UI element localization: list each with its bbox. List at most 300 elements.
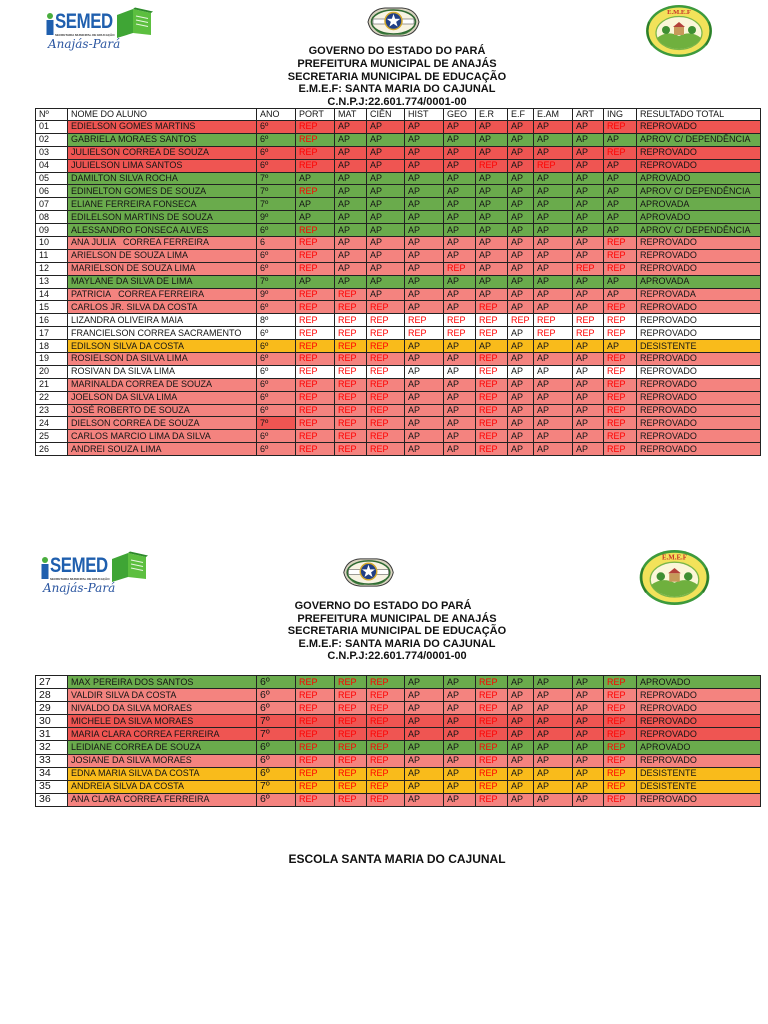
grade-port: REP	[296, 391, 335, 404]
grade-hist: AP	[405, 430, 444, 443]
result-total: REPROVADO	[637, 249, 761, 262]
grade-ef: AP	[508, 689, 534, 702]
grade-geo: AP	[444, 159, 476, 172]
grade-geo: AP	[444, 430, 476, 443]
state-seal-icon	[340, 556, 397, 589]
grade-ef: AP	[508, 378, 534, 391]
grade-mat: REP	[335, 417, 367, 430]
grade-ef: AP	[508, 133, 534, 146]
grade-ing: REP	[604, 754, 637, 767]
grade-hist: AP	[405, 676, 444, 689]
result-total: REPROVADO	[637, 146, 761, 159]
student-name: MARIA CLARA CORREA FERREIRA	[68, 728, 257, 741]
page-header	[197, 45, 597, 109]
student-year: 9º	[257, 288, 296, 301]
grade-eam: AP	[534, 340, 573, 353]
result-total: REPROVADO	[637, 793, 761, 806]
grade-port: REP	[296, 185, 335, 198]
grade-cien: REP	[367, 365, 405, 378]
student-name: ALESSANDRO FONSECA ALVES	[68, 224, 257, 237]
badge-lettering: E.M.E.F	[662, 554, 687, 562]
result-total: REPROVADO	[637, 391, 761, 404]
grade-hist: AP	[405, 391, 444, 404]
grade-hist: AP	[405, 365, 444, 378]
grade-port: REP	[296, 249, 335, 262]
grade-art: AP	[573, 767, 604, 780]
grade-er: REP	[476, 365, 508, 378]
student-name: EDIELSON GOMES MARTINS	[68, 121, 257, 134]
grade-mat: AP	[335, 172, 367, 185]
student-number: 15	[36, 301, 68, 314]
grade-eam: AP	[534, 676, 573, 689]
grade-geo: REP	[444, 314, 476, 327]
grade-mat: REP	[335, 391, 367, 404]
grade-hist: REP	[405, 327, 444, 340]
grade-ef: AP	[508, 780, 534, 793]
grade-geo: AP	[444, 172, 476, 185]
grade-cien: AP	[367, 185, 405, 198]
grade-er: REP	[476, 676, 508, 689]
grade-geo: REP	[444, 327, 476, 340]
student-year: 6º	[257, 443, 296, 456]
result-total: REPROVADO	[637, 404, 761, 417]
grade-ing: REP	[604, 301, 637, 314]
column-header-art: ART	[573, 109, 604, 121]
student-number: 20	[36, 365, 68, 378]
student-name: EDILELSON MARTINS DE SOUZA	[68, 211, 257, 224]
grade-art: AP	[573, 159, 604, 172]
grade-hist: AP	[405, 301, 444, 314]
student-year: 7º	[257, 780, 296, 793]
table-row	[36, 301, 761, 314]
grade-art: AP	[573, 793, 604, 806]
grade-eam: AP	[534, 715, 573, 728]
student-name: LIZANDRA OLIVEIRA MAIA	[68, 314, 257, 327]
grade-er: AP	[476, 133, 508, 146]
student-year: 6º	[257, 378, 296, 391]
grade-eam: AP	[534, 185, 573, 198]
student-name: DAMILTON SILVA ROCHA	[68, 172, 257, 185]
grade-art: AP	[573, 430, 604, 443]
grade-cien: AP	[367, 275, 405, 288]
grade-ing: REP	[604, 689, 637, 702]
grade-ef: AP	[508, 262, 534, 275]
grade-mat: AP	[335, 146, 367, 159]
student-year: 6º	[257, 353, 296, 366]
student-year: 7º	[257, 172, 296, 185]
grade-er: AP	[476, 262, 508, 275]
grade-er: REP	[476, 702, 508, 715]
grade-ing: AP	[604, 185, 637, 198]
student-name: FRANCIELSON CORREA SACRAMENTO	[68, 327, 257, 340]
semed-wordmark: SEMED	[50, 554, 108, 577]
grade-geo: AP	[444, 365, 476, 378]
result-total: REPROVADO	[637, 314, 761, 327]
grade-port: REP	[296, 224, 335, 237]
table-row	[36, 262, 761, 275]
grade-port: REP	[296, 780, 335, 793]
grade-cien: REP	[367, 314, 405, 327]
grade-art: AP	[573, 715, 604, 728]
grade-art: AP	[573, 353, 604, 366]
student-year: 7º	[257, 185, 296, 198]
grade-hist: AP	[405, 702, 444, 715]
grade-er: REP	[476, 767, 508, 780]
result-total: DESISTENTE	[637, 340, 761, 353]
grade-ing: AP	[604, 133, 637, 146]
student-year: 6º	[257, 146, 296, 159]
grade-mat: AP	[335, 211, 367, 224]
table-row	[36, 443, 761, 456]
grade-geo: AP	[444, 301, 476, 314]
header-line-cnpj: C.N.P.J:22.601.774/0001-00	[327, 650, 467, 662]
student-name: PATRICIA CORREA FERREIRA	[68, 288, 257, 301]
grade-eam: AP	[534, 728, 573, 741]
student-number: 23	[36, 404, 68, 417]
grade-hist: AP	[405, 172, 444, 185]
semed-city-script: Anajás-Pará	[48, 37, 121, 51]
grade-art: REP	[573, 314, 604, 327]
table-row	[36, 224, 761, 237]
student-year: 7º	[257, 275, 296, 288]
result-total: REPROVADO	[637, 262, 761, 275]
grade-ef: AP	[508, 275, 534, 288]
grade-eam: AP	[534, 689, 573, 702]
grade-mat: REP	[335, 780, 367, 793]
grade-ing: REP	[604, 237, 637, 250]
grade-mat: AP	[335, 159, 367, 172]
student-name: NIVALDO DA SILVA MORAES	[68, 702, 257, 715]
grade-ef: AP	[508, 224, 534, 237]
grade-er: REP	[476, 159, 508, 172]
grade-er: REP	[476, 689, 508, 702]
student-year: 6º	[257, 249, 296, 262]
grade-cien: REP	[367, 378, 405, 391]
grade-ef: AP	[508, 728, 534, 741]
grade-ef: AP	[508, 404, 534, 417]
grade-cien: AP	[367, 224, 405, 237]
grade-mat: REP	[335, 353, 367, 366]
student-name: JULIELSON LIMA SANTOS	[68, 159, 257, 172]
grade-mat: AP	[335, 262, 367, 275]
grade-hist: AP	[405, 249, 444, 262]
semed-logo	[40, 551, 150, 597]
result-total: APROVADO	[637, 172, 761, 185]
student-name: ANA CLARA CORREA FERREIRA	[68, 793, 257, 806]
grade-mat: REP	[335, 301, 367, 314]
grade-art: AP	[573, 702, 604, 715]
grade-hist: AP	[405, 443, 444, 456]
result-total: DESISTENTE	[637, 767, 761, 780]
student-number: 33	[36, 754, 68, 767]
student-name: EDINELTON GOMES DE SOUZA	[68, 185, 257, 198]
student-name: ROSIVAN DA SILVA LIMA	[68, 365, 257, 378]
grade-ef: AP	[508, 353, 534, 366]
grade-hist: AP	[405, 754, 444, 767]
grade-ef: AP	[508, 676, 534, 689]
header-line-prefecture: PREFEITURA MUNICIPAL DE ANAJÁS	[297, 57, 497, 70]
table-row	[36, 211, 761, 224]
grade-geo: AP	[444, 146, 476, 159]
grade-mat: REP	[335, 715, 367, 728]
grade-eam: AP	[534, 133, 573, 146]
grade-geo: AP	[444, 340, 476, 353]
grade-mat: REP	[335, 689, 367, 702]
grade-port: REP	[296, 754, 335, 767]
column-header-eam: E.AM	[534, 109, 573, 121]
student-number: 11	[36, 249, 68, 262]
grade-eam: AP	[534, 443, 573, 456]
student-number: 10	[36, 237, 68, 250]
grade-cien: REP	[367, 741, 405, 754]
grade-hist: REP	[405, 314, 444, 327]
grade-ing: REP	[604, 404, 637, 417]
grade-eam: AP	[534, 301, 573, 314]
grade-ef: AP	[508, 365, 534, 378]
grade-ef: AP	[508, 198, 534, 211]
grade-port: REP	[296, 288, 335, 301]
grade-mat: AP	[335, 121, 367, 134]
student-name: ELIANE FERREIRA FONSECA	[68, 198, 257, 211]
grade-ing: AP	[604, 211, 637, 224]
grade-port: REP	[296, 728, 335, 741]
grade-eam: AP	[534, 237, 573, 250]
grade-port: REP	[296, 133, 335, 146]
grade-port: REP	[296, 702, 335, 715]
result-total: APROVADO	[637, 676, 761, 689]
table-row	[36, 780, 761, 793]
semed-subtitle: SECRETARIA MUNICIPAL DE EDUCAÇÃO	[50, 578, 110, 581]
student-year: 6º	[257, 159, 296, 172]
grade-art: AP	[573, 365, 604, 378]
grade-cien: AP	[367, 121, 405, 134]
grade-ing: REP	[604, 728, 637, 741]
column-header-name: NOME DO ALUNO	[68, 109, 257, 121]
grade-ing: AP	[604, 224, 637, 237]
result-total: APROVADA	[637, 198, 761, 211]
grade-eam: AP	[534, 121, 573, 134]
grade-er: REP	[476, 430, 508, 443]
table-row	[36, 378, 761, 391]
grade-eam: REP	[534, 159, 573, 172]
student-year: 6º	[257, 404, 296, 417]
result-total: REPROVADO	[637, 728, 761, 741]
grade-ef: AP	[508, 767, 534, 780]
grade-cien: REP	[367, 391, 405, 404]
student-number: 16	[36, 314, 68, 327]
grade-er: REP	[476, 715, 508, 728]
school-name-footer: ESCOLA SANTA MARIA DO CAJUNAL	[288, 852, 506, 866]
grade-hist: AP	[405, 728, 444, 741]
grade-geo: AP	[444, 185, 476, 198]
grade-mat: AP	[335, 185, 367, 198]
grade-ef: AP	[508, 793, 534, 806]
grade-cien: AP	[367, 211, 405, 224]
grade-cien: AP	[367, 133, 405, 146]
grade-eam: AP	[534, 365, 573, 378]
grade-eam: AP	[534, 172, 573, 185]
grade-ef: AP	[508, 146, 534, 159]
student-year: 6º	[257, 340, 296, 353]
grade-geo: AP	[444, 288, 476, 301]
semed-wordmark: SEMED	[55, 10, 113, 33]
table-row	[36, 249, 761, 262]
table-row	[36, 314, 761, 327]
grade-mat: AP	[335, 249, 367, 262]
grade-ing: REP	[604, 146, 637, 159]
grade-er: REP	[476, 378, 508, 391]
page-header	[197, 600, 597, 663]
grade-ef: AP	[508, 417, 534, 430]
student-name: JOELSON DA SILVA LIMA	[68, 391, 257, 404]
student-name: MAYLANE DA SILVA DE LIMA	[68, 275, 257, 288]
student-number: 09	[36, 224, 68, 237]
grade-er: REP	[476, 728, 508, 741]
student-name: VALDIR SILVA DA COSTA	[68, 689, 257, 702]
grade-port: REP	[296, 327, 335, 340]
grade-port: REP	[296, 417, 335, 430]
grade-mat: AP	[335, 198, 367, 211]
grade-cien: AP	[367, 159, 405, 172]
grade-art: AP	[573, 224, 604, 237]
grade-cien: AP	[367, 198, 405, 211]
grade-ing: REP	[604, 327, 637, 340]
grade-ing: REP	[604, 780, 637, 793]
grade-ing: AP	[604, 159, 637, 172]
grade-er: REP	[476, 754, 508, 767]
grade-port: REP	[296, 159, 335, 172]
table-row	[36, 689, 761, 702]
table-row	[36, 391, 761, 404]
grade-geo: AP	[444, 249, 476, 262]
school-badge-icon	[645, 4, 713, 58]
table-row	[36, 767, 761, 780]
grade-cien: REP	[367, 327, 405, 340]
student-year: 6º	[257, 224, 296, 237]
result-total: REPROVADO	[637, 417, 761, 430]
student-number: 21	[36, 378, 68, 391]
grade-port: AP	[296, 172, 335, 185]
grade-art: AP	[573, 146, 604, 159]
table-row	[36, 340, 761, 353]
grade-hist: AP	[405, 793, 444, 806]
student-number: 07	[36, 198, 68, 211]
student-number: 36	[36, 793, 68, 806]
grade-port: REP	[296, 314, 335, 327]
student-year: 6º	[257, 301, 296, 314]
header-line-government: GOVERNO DO ESTADO DO PARÁ	[294, 600, 472, 612]
student-year: 6º	[257, 430, 296, 443]
student-year: 6º	[257, 754, 296, 767]
grade-eam: AP	[534, 211, 573, 224]
grade-eam: AP	[534, 430, 573, 443]
book-icon	[115, 7, 153, 39]
grade-geo: AP	[444, 715, 476, 728]
grade-ef: REP	[508, 314, 534, 327]
semed-logo	[45, 7, 155, 53]
grade-geo: AP	[444, 391, 476, 404]
grade-ef: AP	[508, 340, 534, 353]
column-header-geo: GEO	[444, 109, 476, 121]
grade-ef: AP	[508, 391, 534, 404]
grade-ing: REP	[604, 391, 637, 404]
grade-ef: AP	[508, 301, 534, 314]
grade-geo: AP	[444, 417, 476, 430]
grade-cien: REP	[367, 404, 405, 417]
grade-geo: AP	[444, 133, 476, 146]
grade-ef: AP	[508, 211, 534, 224]
header-line-school: E.M.E.F: SANTA MARIA DO CAJUNAL	[298, 637, 496, 650]
grade-cien: AP	[367, 146, 405, 159]
grade-cien: AP	[367, 172, 405, 185]
column-header-er: E.R	[476, 109, 508, 121]
result-total: REPROVADO	[637, 365, 761, 378]
semed-subtitle: SECRETARIA MUNICIPAL DE EDUCAÇÃO	[55, 34, 115, 37]
grade-cien: REP	[367, 780, 405, 793]
grade-port: REP	[296, 767, 335, 780]
grade-ing: REP	[604, 249, 637, 262]
grade-eam: AP	[534, 353, 573, 366]
grade-hist: AP	[405, 133, 444, 146]
student-number: 17	[36, 327, 68, 340]
grade-er: AP	[476, 172, 508, 185]
table-row	[36, 275, 761, 288]
grade-er: REP	[476, 314, 508, 327]
grade-cien: REP	[367, 754, 405, 767]
grade-geo: AP	[444, 378, 476, 391]
grade-er: AP	[476, 288, 508, 301]
grade-geo: AP	[444, 211, 476, 224]
grade-er: REP	[476, 793, 508, 806]
grade-er: REP	[476, 327, 508, 340]
result-total: APROV C/ DEPENDÊNCIA	[637, 224, 761, 237]
column-header-cien: CIÊN	[367, 109, 405, 121]
grade-geo: AP	[444, 443, 476, 456]
grade-port: REP	[296, 146, 335, 159]
grade-eam: AP	[534, 780, 573, 793]
student-year: 6º	[257, 767, 296, 780]
result-total: REPROVADO	[637, 378, 761, 391]
grade-eam: AP	[534, 417, 573, 430]
grade-cien: AP	[367, 288, 405, 301]
column-header-number: Nº	[36, 109, 68, 121]
grade-cien: REP	[367, 728, 405, 741]
grade-art: AP	[573, 211, 604, 224]
grade-eam: AP	[534, 741, 573, 754]
grade-hist: AP	[405, 340, 444, 353]
grade-ing: AP	[604, 288, 637, 301]
column-header-hist: HIST	[405, 109, 444, 121]
grade-ef: AP	[508, 443, 534, 456]
grade-cien: AP	[367, 237, 405, 250]
grade-cien: REP	[367, 301, 405, 314]
grade-port: REP	[296, 689, 335, 702]
student-year: 6º	[257, 676, 296, 689]
person-icon	[45, 13, 55, 35]
grade-port: REP	[296, 676, 335, 689]
grade-art: REP	[573, 327, 604, 340]
grade-eam: AP	[534, 249, 573, 262]
result-total: REPROVADO	[637, 301, 761, 314]
student-number: 27	[36, 676, 68, 689]
person-icon	[40, 557, 50, 579]
student-number: 35	[36, 780, 68, 793]
student-name: MARIELSON DE SOUZA LIMA	[68, 262, 257, 275]
grade-mat: REP	[335, 404, 367, 417]
grade-art: AP	[573, 404, 604, 417]
student-year: 6º	[257, 133, 296, 146]
result-total: REPROVADO	[637, 702, 761, 715]
